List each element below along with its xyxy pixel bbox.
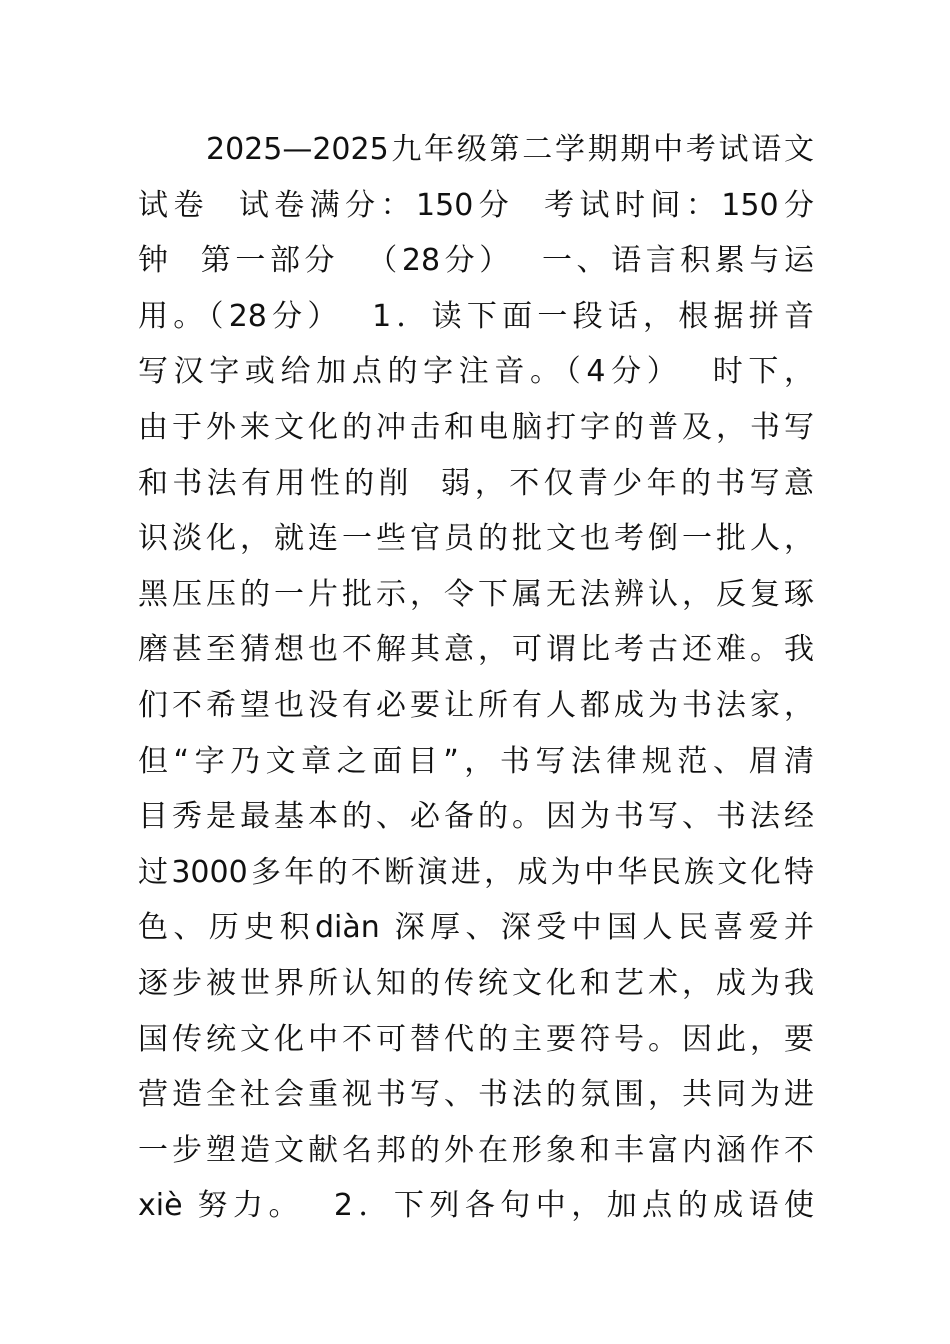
- text-line-8: 识淡化，就连一些官员的批文也考倒一批人，: [138, 521, 814, 557]
- text-line-10: 磨甚至猜想也不解其意，可谓比考古还难。我: [138, 632, 814, 668]
- text-line-14: 过3000多年的不断演进，成为中华民族文化特: [138, 854, 814, 890]
- text-line-5: 写汉字或给加点的字注音。（4分） 时下，: [138, 354, 814, 390]
- exam-text-body: [138, 122, 814, 1234]
- text-line-6: 由于外来文化的冲击和电脑打字的普及，书写: [138, 409, 814, 445]
- text-line-1: 2025—2025九年级第二学期期中考试语文: [206, 132, 814, 167]
- text-line-11: 们不希望也没有必要让所有人都成为书法家，: [138, 687, 814, 723]
- text-line-7: 和书法有用性的削 弱，不仅青少年的书写意: [138, 465, 814, 501]
- text-line-16: 逐步被世界所认知的传统文化和艺术，成为我: [138, 965, 814, 1001]
- text-line-2: 试卷 试卷满分：150分 考试时间：150分: [138, 187, 814, 223]
- text-line-9: 黑压压的一片批示，令下属无法辨认，反复琢: [138, 576, 814, 612]
- text-line-20: xiè 努力。 2．下列各句中，加点的成语使: [138, 1188, 814, 1224]
- text-line-4: 用。（28分） 1．读下面一段话，根据拼音: [138, 298, 814, 334]
- text-line-19: 一步塑造文献名邦的外在形象和丰富内涵作不: [138, 1132, 814, 1168]
- text-line-15: 色、历史积diàn 深厚、深受中国人民喜爱并: [138, 910, 814, 946]
- text-line-3: 钟 第一部分 （28分） 一、语言积累与运: [138, 243, 814, 279]
- text-line-17: 国传统文化中不可替代的主要符号。因此，要: [138, 1021, 814, 1057]
- text-line-12: 但“字乃文章之面目”，书写法律规范、眉清: [138, 743, 814, 779]
- text-line-18: 营造全社会重视书写、书法的氛围，共同为进: [138, 1077, 814, 1113]
- text-line-13: 目秀是最基本的、必备的。因为书写、书法经: [138, 799, 814, 835]
